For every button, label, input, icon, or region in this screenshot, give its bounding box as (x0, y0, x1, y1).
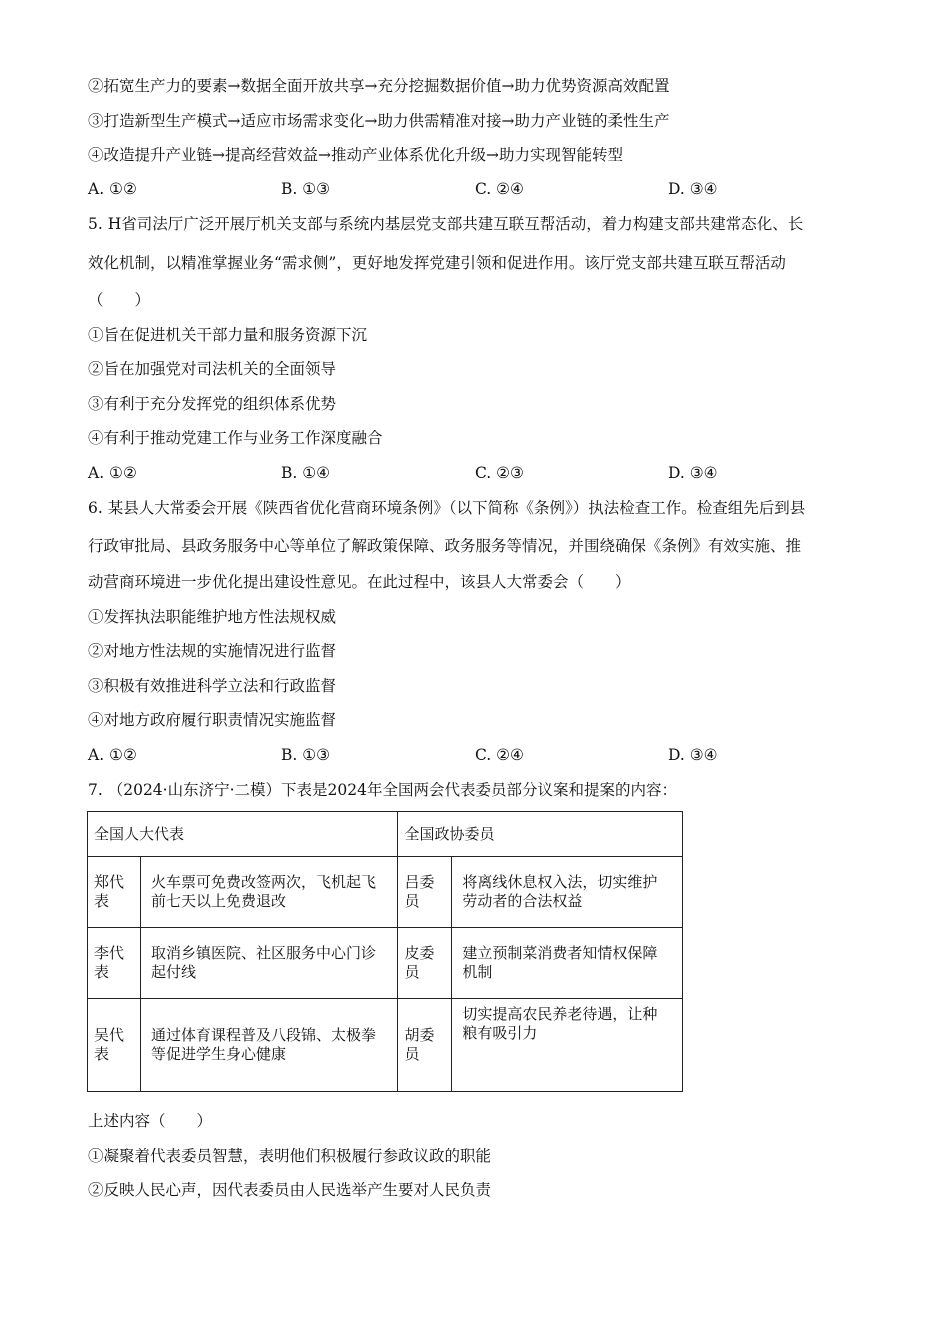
rep-name-cell: 郑代表 (88, 857, 141, 928)
member-name-cell: 皮委员 (398, 928, 452, 999)
q7-item-2: ②反映人民心声，因代表委员由人民选举产生要对人民负责 (88, 1181, 492, 1199)
rep-name-cell: 吴代表 (88, 999, 141, 1092)
member-name-cell: 吕委员 (398, 857, 452, 928)
q6-option-c[interactable]: C. ②④ (475, 746, 524, 764)
q6-stem-line-2: 行政审批局、县政务服务中心等单位了解政策保障、政务服务等情况，并围绕确保《条例》有效实施、推 (88, 537, 802, 555)
q6-item-2: ②对地方性法规的实施情况进行监督 (88, 642, 337, 660)
q4-item-3: ③打造新型生产模式→适应市场需求变化→助力供需精准对接→助力产业链的柔性生产 (88, 112, 670, 130)
table-header-row (88, 812, 683, 857)
q5-option-d[interactable]: D. ③④ (668, 464, 718, 482)
q6-item-4: ④对地方政府履行职责情况实施监督 (88, 711, 337, 729)
member-proposal-cell: 建立预制菜消费者知情权保障机制 (452, 928, 683, 999)
q4-option-b[interactable]: B. ①③ (281, 180, 331, 198)
q5-stem-line-1: 5. H省司法厅广泛开展厅机关支部与系统内基层党支部共建互联互帮活动，着力构建支部共建常态化、长 (88, 215, 804, 233)
q6-options (88, 745, 848, 765)
header-cppcc-members: 全国政协委员 (398, 812, 683, 857)
q5-stem-line-3: （ ） (88, 291, 151, 309)
q5-item-2: ②旨在加强党对司法机关的全面领导 (88, 360, 337, 378)
member-name-cell: 胡委员 (398, 999, 452, 1092)
q5-item-1: ①旨在促进机关干部力量和服务资源下沉 (88, 326, 368, 344)
q4-item-4: ④改造提升产业链→提高经营效益→推动产业体系优化升级→助力实现智能转型 (88, 146, 623, 164)
q5-stem-line-2: 效化机制，以精准掌握业务“需求侧”，更好地发挥党建引领和促进作用。该厅党支部共建互联互帮活动 (88, 254, 786, 272)
table-row (88, 857, 683, 928)
rep-proposal-cell: 通过体育课程普及八段锦、太极拳等促进学生身心健康 (140, 999, 398, 1092)
q7-stem: 7. （2024·山东济宁·二模）下表是2024年全国两会代表委员部分议案和提案的内容： (88, 781, 677, 799)
q4-option-a[interactable]: A. ①② (88, 180, 137, 198)
q5-option-c[interactable]: C. ②③ (475, 464, 524, 482)
q5-option-b[interactable]: B. ①④ (281, 464, 331, 482)
q6-item-1: ①发挥执法职能维护地方性法规权威 (88, 608, 337, 626)
q4-item-2: ②拓宽生产力的要素→数据全面开放共享→充分挖掘数据价值→助力优势资源高效配置 (88, 77, 670, 95)
q4-options (88, 179, 848, 199)
member-proposal-cell: 切实提高农民养老待遇，让种粮有吸引力 (452, 999, 683, 1092)
q5-option-a[interactable]: A. ①② (88, 464, 137, 482)
q4-option-d[interactable]: D. ③④ (668, 180, 718, 198)
q7-after-table: 上述内容（ ） (88, 1112, 213, 1130)
q6-option-d[interactable]: D. ③④ (668, 746, 718, 764)
q5-item-3: ③有利于充分发挥党的组织体系优势 (88, 395, 337, 413)
q6-option-a[interactable]: A. ①② (88, 746, 137, 764)
q6-item-3: ③积极有效推进科学立法和行政监督 (88, 677, 337, 695)
q4-option-c[interactable]: C. ②④ (475, 180, 524, 198)
table-row (88, 999, 683, 1092)
q6-stem-line-3: 动营商环境进一步优化提出建设性意见。在此过程中，该县人大常委会（ ） (88, 573, 631, 591)
q6-stem-line-1: 6. 某县人大常委会开展《陕西省优化营商环境条例》（以下简称《条例》）执法检查工作。检查组先后到县 (88, 499, 806, 517)
q5-options (88, 463, 848, 483)
table-row (88, 928, 683, 999)
q6-option-b[interactable]: B. ①③ (281, 746, 331, 764)
q5-item-4: ④有利于推动党建工作与业务工作深度融合 (88, 429, 383, 447)
header-npc-deputies: 全国人大代表 (88, 812, 398, 857)
q7-item-1: ①凝聚着代表委员智慧，表明他们积极履行参政议政的职能 (88, 1147, 492, 1165)
rep-proposal-cell: 火车票可免费改签两次，飞机起飞前七天以上免费退改 (140, 857, 398, 928)
proposal-table (87, 811, 683, 1092)
member-proposal-cell: 将离线休息权入法，切实维护劳动者的合法权益 (452, 857, 683, 928)
rep-name-cell: 李代表 (88, 928, 141, 999)
rep-proposal-cell: 取消乡镇医院、社区服务中心门诊起付线 (140, 928, 398, 999)
